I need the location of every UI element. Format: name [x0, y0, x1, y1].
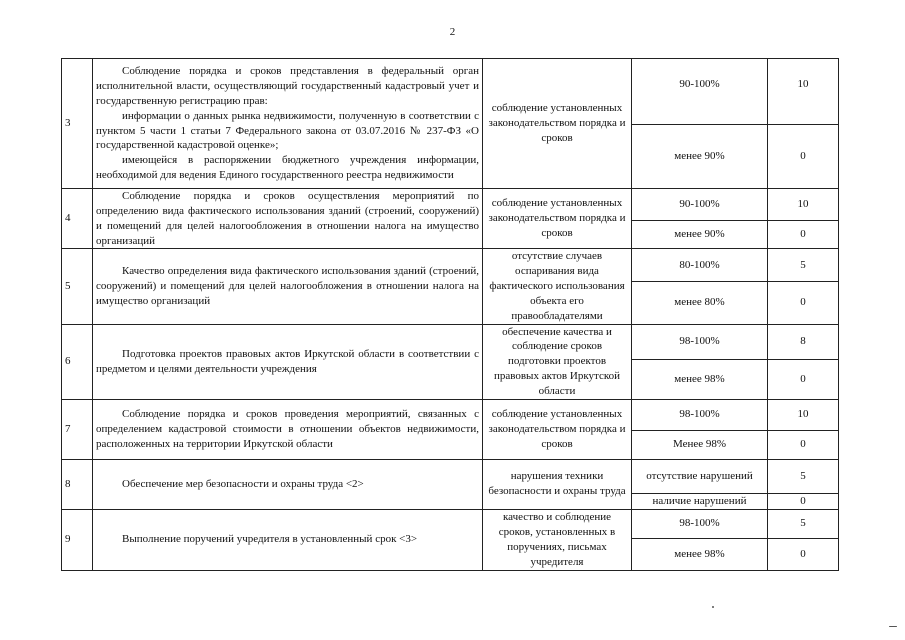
level-points: 0 [768, 221, 839, 249]
level-points: 0 [768, 538, 839, 570]
scan-speck [712, 606, 714, 608]
description-paragraph: Подготовка проектов правовых актов Иркутской области в соответствии с предметом и целями деятельности учреждения [96, 347, 479, 375]
table-row [62, 399, 839, 430]
scan-speck [889, 626, 897, 627]
description-paragraph: имеющейся в распоряжении бюджетного учреждения информации, необходимой для ведения Единого государственного реестра недвижимости [96, 154, 479, 182]
table-row [62, 459, 839, 493]
description-paragraph: Соблюдение порядка и сроков представления в федеральный орган исполнительной власти, осуществляющий государственный кадастровый учет и государственную регистрацию прав: [96, 65, 479, 107]
level-range: менее 98% [632, 538, 768, 570]
description-paragraph: Обеспечение мер безопасности и охраны труда <2> [122, 477, 364, 490]
level-range: наличие нарушений [632, 493, 768, 509]
level-points: 5 [768, 509, 839, 538]
row-criterion: соблюдение установленных законодательством порядка и сроков [483, 59, 632, 189]
level-range: менее 80% [632, 281, 768, 324]
row-description [93, 509, 483, 570]
level-points: 0 [768, 125, 839, 189]
level-points: 10 [768, 399, 839, 430]
table-row [62, 249, 839, 282]
level-points: 0 [768, 493, 839, 509]
row-number: 6 [62, 324, 93, 399]
level-range: менее 90% [632, 125, 768, 189]
level-range: 90-100% [632, 59, 768, 125]
level-points: 0 [768, 281, 839, 324]
level-points: 0 [768, 359, 839, 399]
level-range: 80-100% [632, 249, 768, 282]
level-points: 5 [768, 459, 839, 493]
page-number: 2 [449, 26, 456, 38]
row-number: 9 [62, 509, 93, 570]
description-paragraph: Соблюдение порядка и сроков проведения мероприятий, связанных с определением кадастровой стоимости в отношении объектов недвижимости, расположенных на территории Иркутской области [96, 408, 479, 450]
level-range: 98-100% [632, 324, 768, 359]
row-criterion: соблюдение установленных законодательством порядка и сроков [483, 189, 632, 249]
description-paragraph: Соблюдение порядка и сроков осуществления мероприятий по определению вида фактического использования зданий (строений, сооружений) и помещений для целей налогообложения в отношении налога на имущество организаций [96, 190, 479, 247]
row-number: 3 [62, 59, 93, 189]
level-range: 98-100% [632, 509, 768, 538]
level-points: 10 [768, 59, 839, 125]
level-range: 90-100% [632, 189, 768, 221]
level-range: 98-100% [632, 399, 768, 430]
row-description [93, 189, 483, 249]
row-criterion: обеспечение качества и соблюдение сроков подготовки проектов правовых актов Иркутской области [483, 324, 632, 399]
row-number: 8 [62, 459, 93, 509]
level-points: 8 [768, 324, 839, 359]
table-row [62, 324, 839, 359]
description-paragraph: информации о данных рынка недвижимости, полученную в соответствии с пунктом 5 части 1 статьи 7 Федерального закона от 03.07.2016 № 237-ФЗ «О государственной кадастровой оценке»; [96, 109, 479, 152]
table-row [62, 59, 839, 125]
row-criterion: нарушения техники безопасности и охраны труда [483, 459, 632, 509]
table-row [62, 189, 839, 221]
description-paragraph: Качество определения вида фактического использования зданий (строений, сооружений) и помещений для целей налогообложения в отношении налога на имущество организаций [96, 265, 479, 307]
row-number: 4 [62, 189, 93, 249]
level-points: 5 [768, 249, 839, 282]
table-row [62, 509, 839, 538]
level-range: менее 90% [632, 221, 768, 249]
row-description [93, 324, 483, 399]
row-description [93, 459, 483, 509]
row-description [93, 399, 483, 459]
criteria-table [61, 58, 839, 571]
row-description [93, 249, 483, 324]
row-description [93, 59, 483, 189]
row-criterion: соблюдение установленных законодательством порядка и сроков [483, 399, 632, 459]
level-range: Менее 98% [632, 430, 768, 459]
level-points: 0 [768, 430, 839, 459]
level-points: 10 [768, 189, 839, 221]
level-range: менее 98% [632, 359, 768, 399]
row-criterion: качество и соблюдение сроков, установленных в поручениях, письмах учредителя [483, 509, 632, 570]
row-number: 7 [62, 399, 93, 459]
level-range: отсутствие нарушений [632, 459, 768, 493]
row-number: 5 [62, 249, 93, 324]
row-criterion: отсутствие случаев оспаривания вида фактического использования объекта его правообладателями [483, 249, 632, 324]
description-paragraph: Выполнение поручений учредителя в установленный срок <3> [122, 533, 418, 546]
